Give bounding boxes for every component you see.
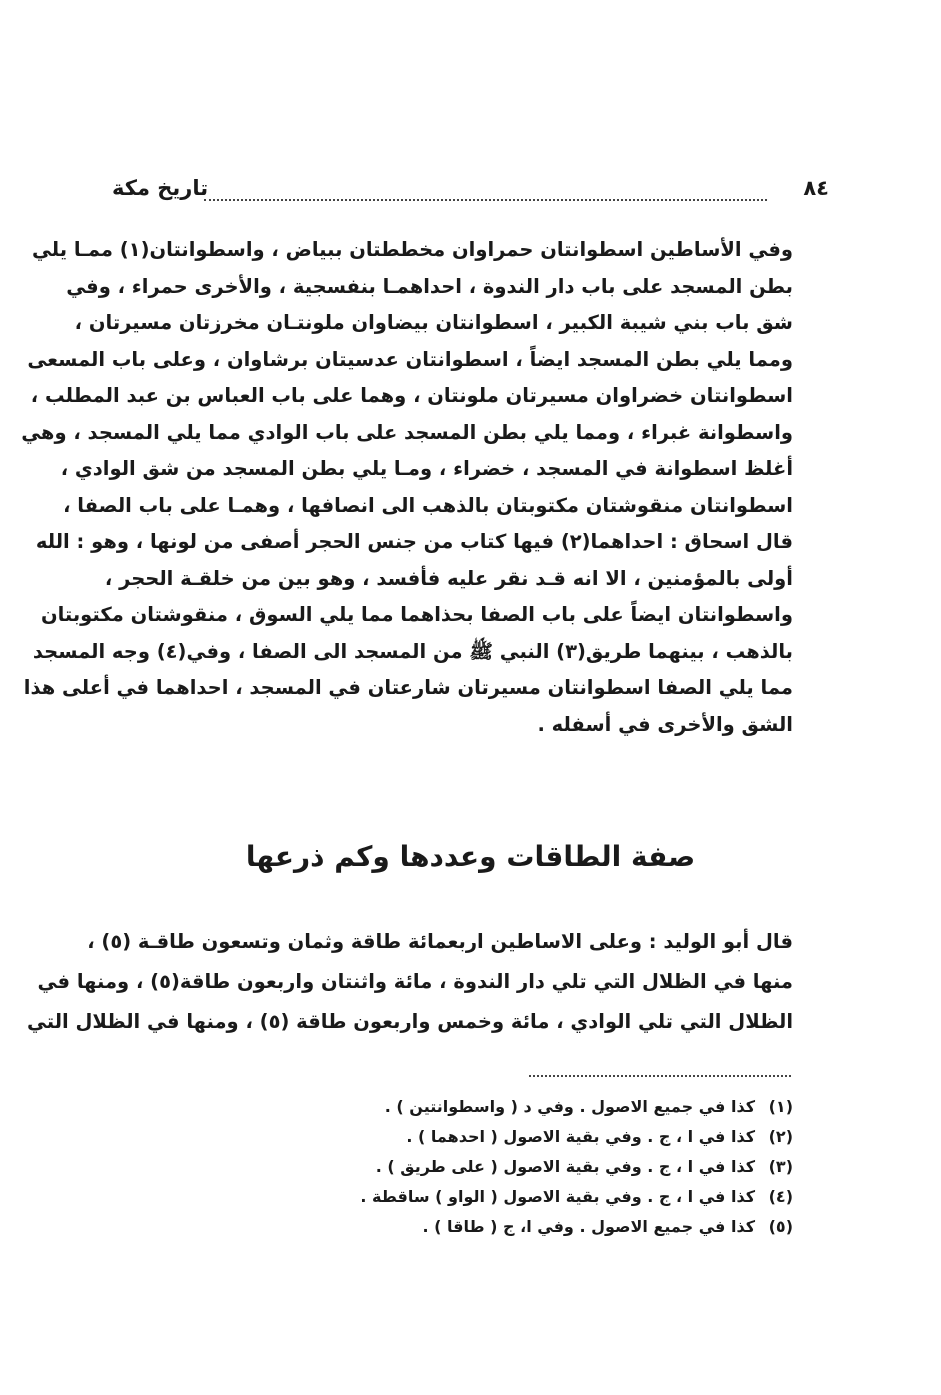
text-line: واسطوانة غبراء ، ومما يلي بطن المسجد على باب الوادي مما يلي المسجد ، وهي (21, 420, 793, 444)
running-header (112, 176, 829, 216)
text-line: واسطوانتان ايضاً على باب الصفا بحذاهما مما يلي السوق ، منقوشتان مكتوبتان (40, 603, 793, 626)
footnote-item (150, 1092, 793, 1122)
footnote-text: كذا في ا ، ج . وفي بقية الاصول ( على طريق ) . (375, 1157, 755, 1176)
running-title: تاريخ مكة (112, 176, 209, 200)
footnote-item (150, 1122, 793, 1152)
text-line: وفي الأساطين اسطوانتان حمراوان مخططتان ببياض ، واسطوانتان(١) ممـا يلي (32, 238, 793, 261)
text-line: قال أبو الوليد : وعلى الاساطين اربعمائة طاقة وثمان وتسعون طاقـة (٥) ، (87, 930, 793, 953)
text-line: أولى بالمؤمنين ، الا انه قـد نقر عليه فأفسد ، وهو بين من خلقـة الحجر ، (104, 566, 793, 590)
text-line: قال اسحاق : احداهما(٢) فيها كتاب من جنس الحجر أصفى من لونها ، وهو : الله (35, 530, 793, 553)
footnotes (150, 1092, 793, 1242)
text-line: الشق والأخرى في أسفله . (537, 712, 793, 736)
text-line: ومما يلي بطن المسجد ايضاً ، اسطوانتان عدسيتان برشاوان ، وعلى باب المسعى (27, 347, 793, 371)
footnote-number: (٤) (768, 1187, 793, 1206)
footnote-number: (٣) (768, 1157, 793, 1176)
footnote-item (150, 1182, 793, 1212)
footnote-text: كذا في جميع الاصول . وفي ا، ج ( طاقا ) . (422, 1217, 755, 1236)
section-paragraph (27, 922, 793, 1042)
text-line: أغلظ اسطوانة في المسجد ، خضراء ، ومـا يلي بطن المسجد من شق الوادي ، (60, 457, 793, 480)
footnote-separator (529, 1075, 791, 1077)
footnote-item (150, 1212, 793, 1242)
text-line: شق باب بني شيبة الكبير ، اسطوانتان بيضاوان ملونتـان مخرزتان مسيرتان ، (74, 311, 793, 334)
text-line: اسطوانتان خضراوان مسيرتان ملونتان ، وهما على باب العباس بن عبد المطلب ، (30, 384, 793, 407)
text-line: مما يلي الصفا اسطوانتان مسيرتان شارعتان في المسجد ، احداهما في أعلى هذا (23, 676, 793, 699)
text-line: منها في الظلال التي تلي دار الندوة ، مائة واثنتان واربعون طاقة(٥) ، ومنها في (37, 970, 793, 993)
text-line: بالذهب ، بينهما طريق(٣) النبي ﷺ من المسجد الى الصفا ، وفي(٤) وجه المسجد (32, 639, 793, 663)
footnote-text: كذا في جميع الاصول . وفي د ( واسطوانتين ) . (384, 1097, 755, 1116)
footnote-text: كذا في ا ، ج . وفي بقية الاصول ( الواو ) ساقطة . (360, 1187, 755, 1206)
main-paragraph (21, 232, 793, 743)
text-line: اسطوانتان منقوشتان مكتوبتان بالذهب الى انصافها ، وهمـا على باب الصفا ، (63, 493, 793, 517)
page-number: ٨٤ (803, 176, 829, 200)
header-dotted-leader (204, 199, 767, 201)
section-heading: صفة الطاقات وعددها وكم ذرعها (245, 840, 696, 873)
footnote-number: (١) (768, 1097, 793, 1116)
text-line: بطن المسجد على باب دار الندوة ، احداهمـا بنفسجية ، والأخرى حمراء ، وفي (66, 274, 793, 298)
footnote-item (150, 1152, 793, 1182)
footnote-text: كذا في ا ، ج . وفي بقية الاصول ( احدهما ) . (406, 1127, 755, 1146)
text-line: الظلال التي تلي الوادي ، مائة وخمس واربعون طاقة (٥) ، ومنها في الظلال التي (27, 1010, 793, 1033)
footnote-number: (٥) (768, 1217, 793, 1236)
footnote-number: (٢) (768, 1127, 793, 1146)
